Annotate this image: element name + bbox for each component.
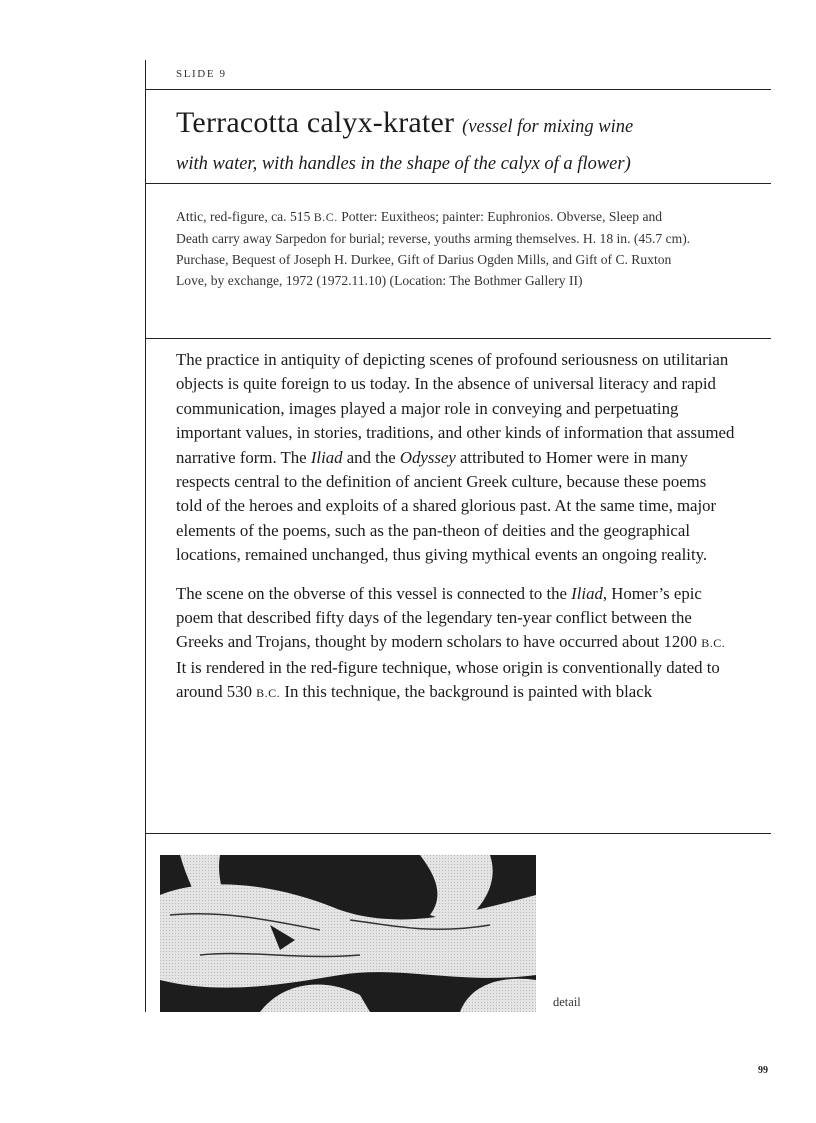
bc-abbrev: B.C. xyxy=(701,636,726,651)
vase-detail-image xyxy=(160,855,536,1012)
paragraph-text: The scene on the obverse of this vessel is connected to the xyxy=(176,583,572,603)
paragraph-text: and the xyxy=(342,447,400,467)
catalog-text: Potter: Euxitheos; painter: Euphronios. Obverse, Sleep and Death carry away Sarpedon for burial; reverse, youths arming themselves. H. 18 in. (45.7 cm). Purchase, Bequest of Joseph H. Durkee, Gift of Darius Ogden Mills, and Gift of C. Ruxton Love, by exchange, 1972 (1972.11.10) (Location: The Bothmer Gallery II) xyxy=(176,209,691,288)
bc-abbrev: B.C. xyxy=(313,210,338,224)
catalog-entry xyxy=(176,206,696,291)
divider xyxy=(145,183,771,184)
vase-detail-image xyxy=(160,855,536,1012)
bc-abbrev: B.C. xyxy=(256,686,281,701)
book-title: Odyssey xyxy=(399,447,456,467)
page-title xyxy=(176,103,776,177)
paragraph-text: , Homer’s epic poem that described fifty days of the legendary ten-year conflict between the Greeks and Trojans, thought by modern scholars to have occurred about 1200 xyxy=(176,583,702,652)
image-caption: detail xyxy=(553,995,581,1009)
paragraph-text: It is rendered in the red-figure technique, whose origin is conventionally dated to around 530 xyxy=(176,657,720,702)
title-main: Terracotta calyx-krater xyxy=(176,106,455,139)
title-subtitle: (vessel for mixing wine xyxy=(462,117,634,137)
divider xyxy=(145,89,771,90)
paragraph-text: attributed to Homer were in many respects central to the definition of ancient Greek culture, because these poems told of the heroes and exploits of a shared glorious past. At the same time, major elements of the poems, such as the pan-theon of deities and the geographical locations, remained unchanged, thus giving mythical events an ongoing reality. xyxy=(176,447,717,565)
page-number: 99 xyxy=(758,1065,768,1076)
paragraph xyxy=(176,582,736,706)
paragraph xyxy=(176,348,736,568)
book-title: Iliad xyxy=(571,583,603,603)
left-rule xyxy=(145,60,146,1012)
book-title: Iliad xyxy=(310,447,343,467)
slide-label: SLIDE 9 xyxy=(176,68,227,80)
body-text xyxy=(176,348,736,720)
title-subtitle: with water, with handles in the shape of the calyx of a flower) xyxy=(176,154,631,174)
divider xyxy=(145,833,771,834)
paragraph-text: In this technique, the background is painted with black xyxy=(280,682,653,702)
paragraph-text: The practice in antiquity of depicting scenes of profound seriousness on utilitarian objects is quite foreign to us today. In the absence of universal literacy and rapid communication, images played a major role in conveying and perpetuating important values, in stories, traditions, and other kinds of information that assumed narrative form. The xyxy=(176,350,735,467)
divider xyxy=(145,338,771,339)
catalog-text: Attic, red-figure, ca. 515 xyxy=(176,209,314,224)
